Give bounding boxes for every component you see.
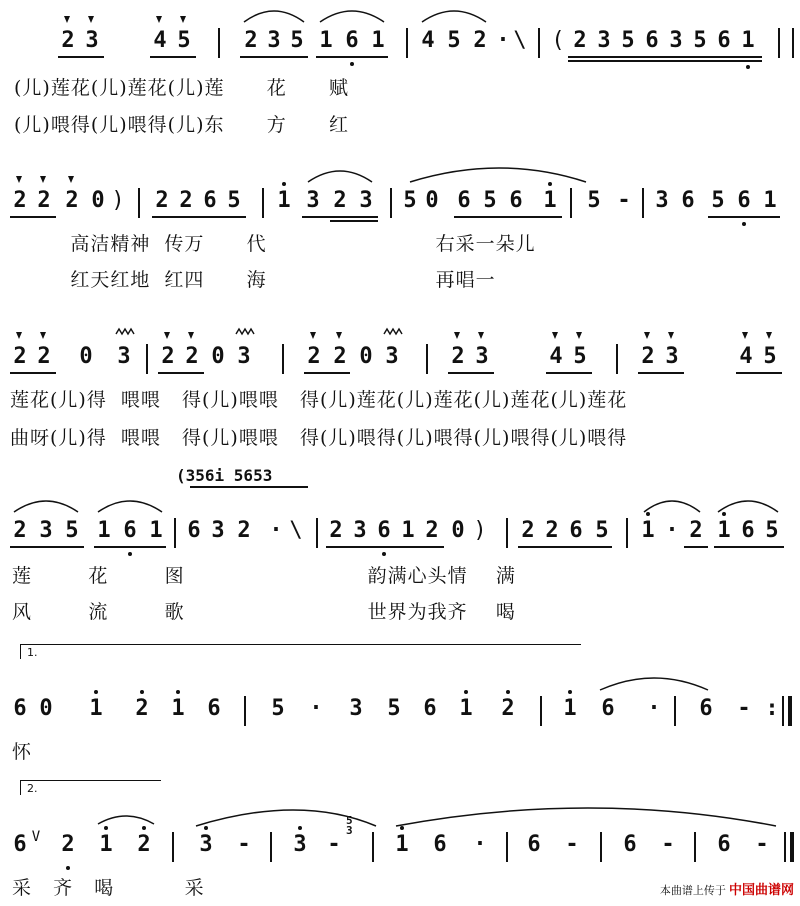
repeat-sign: : xyxy=(765,696,779,721)
trill-marks xyxy=(0,316,800,356)
note: 6 xyxy=(623,832,637,857)
underline xyxy=(714,546,784,548)
note: 3 xyxy=(306,188,320,213)
breath-mark: \ xyxy=(289,518,303,543)
underline xyxy=(568,60,762,62)
note: 2 xyxy=(161,344,175,369)
paren: ( xyxy=(551,28,565,53)
note: · xyxy=(647,696,661,721)
note: 6 xyxy=(601,696,615,721)
note: 2 xyxy=(179,188,193,213)
note: 6 xyxy=(457,188,471,213)
note: 2 xyxy=(521,518,535,543)
lyric-line: 高洁精神 传万 代 右采一朵儿 xyxy=(14,233,536,255)
underline xyxy=(304,372,350,374)
paren: ) xyxy=(111,188,125,213)
low-octave-dot xyxy=(382,552,386,556)
note: 5 xyxy=(693,28,707,53)
note: 1 xyxy=(543,188,557,213)
underline xyxy=(10,546,84,548)
low-octave-dot xyxy=(66,866,70,870)
underline xyxy=(94,546,166,548)
low-octave-dot xyxy=(128,552,132,556)
underline xyxy=(326,546,444,548)
paren: ) xyxy=(473,518,487,543)
note: 1 xyxy=(277,188,291,213)
note: 3 xyxy=(353,518,367,543)
note: - xyxy=(737,696,751,721)
note: 6 xyxy=(527,832,541,857)
note: 5 xyxy=(403,188,417,213)
note: 6 xyxy=(123,518,137,543)
underline xyxy=(58,56,104,58)
note: 3 xyxy=(475,344,489,369)
note: 6 xyxy=(509,188,523,213)
note: 2 xyxy=(244,28,258,53)
note: 3 xyxy=(237,344,251,369)
note: 4 xyxy=(153,28,167,53)
note: 5 xyxy=(763,344,777,369)
note: 6 xyxy=(203,188,217,213)
note: 2 xyxy=(689,518,703,543)
note: 0 xyxy=(451,518,465,543)
note: 3 xyxy=(665,344,679,369)
volta-label: 2. xyxy=(27,782,38,795)
note: 2 xyxy=(425,518,439,543)
note: 1 xyxy=(89,696,103,721)
note: 5 xyxy=(177,28,191,53)
note: 6 xyxy=(345,28,359,53)
ossia-phrase: (356i 5653 xyxy=(176,466,273,485)
note: 5 xyxy=(65,518,79,543)
note: - xyxy=(617,188,631,213)
note: 1 xyxy=(395,832,409,857)
note: 6 xyxy=(13,696,27,721)
note: 2 xyxy=(65,188,79,213)
note: 3 xyxy=(85,28,99,53)
note: 1 xyxy=(763,188,777,213)
note: - xyxy=(755,832,769,857)
note: 6 xyxy=(717,832,731,857)
note: 3 xyxy=(385,344,399,369)
note: 5 xyxy=(595,518,609,543)
note: 2 xyxy=(473,28,487,53)
slur-group xyxy=(0,464,800,544)
note: 5 xyxy=(711,188,725,213)
underline xyxy=(10,372,56,374)
breath-mark: \ xyxy=(513,28,527,53)
underline xyxy=(150,56,196,58)
note: 6 xyxy=(717,28,731,53)
underline xyxy=(518,546,612,548)
underline xyxy=(546,372,592,374)
grace-note: 5 3 xyxy=(346,814,353,837)
note: 2 xyxy=(545,518,559,543)
underline xyxy=(708,216,780,218)
underline xyxy=(302,216,378,218)
slur-group xyxy=(0,160,800,200)
note: 2 xyxy=(135,696,149,721)
note: 1 xyxy=(641,518,655,543)
note: 5 xyxy=(227,188,241,213)
note: - xyxy=(565,832,579,857)
note: 5 xyxy=(573,344,587,369)
note: 6 xyxy=(737,188,751,213)
note: 4 xyxy=(549,344,563,369)
slur-group xyxy=(0,780,800,840)
note: 0 xyxy=(425,188,439,213)
low-octave-dot xyxy=(742,222,746,226)
site-logo-text[interactable]: 中国曲谱网 xyxy=(728,882,794,897)
low-octave-dot xyxy=(350,62,354,66)
underline xyxy=(316,56,388,58)
note: 0 xyxy=(91,188,105,213)
note: - xyxy=(237,832,251,857)
note: 2 xyxy=(137,832,151,857)
note: 6 xyxy=(377,518,391,543)
note: 2 xyxy=(451,344,465,369)
underline xyxy=(330,220,378,222)
underline xyxy=(158,372,204,374)
note: 4 xyxy=(739,344,753,369)
note: 6 xyxy=(569,518,583,543)
note: 0 xyxy=(211,344,225,369)
lyric-line: 莲 花 图 韵满心头情 满 xyxy=(12,565,516,587)
note: 4 xyxy=(421,28,435,53)
note: 2 xyxy=(333,188,347,213)
note: - xyxy=(661,832,675,857)
underline xyxy=(736,372,782,374)
slur-group xyxy=(0,0,800,40)
note: 6 xyxy=(681,188,695,213)
note: 1 xyxy=(459,696,473,721)
lyric-line: 怀 xyxy=(12,741,33,763)
note: 5 xyxy=(290,28,304,53)
lyric-line: (儿)喂得(儿)喂得(儿)东 方 红 xyxy=(14,114,349,136)
note: 3 xyxy=(211,518,225,543)
note: 1 xyxy=(99,832,113,857)
lyric-line: (儿)莲花(儿)莲花(儿)莲 花 赋 xyxy=(14,77,349,99)
note: 1 xyxy=(171,696,185,721)
note: 2 xyxy=(185,344,199,369)
note: 3 xyxy=(669,28,683,53)
note: 5 xyxy=(621,28,635,53)
note: 3 xyxy=(117,344,131,369)
note: 2 xyxy=(37,344,51,369)
note: 1 xyxy=(371,28,385,53)
note: 1 xyxy=(401,518,415,543)
note: 3 xyxy=(359,188,373,213)
note: 2 xyxy=(307,344,321,369)
note: 6 xyxy=(187,518,201,543)
note: 1 xyxy=(149,518,163,543)
note: 1 xyxy=(319,28,333,53)
footer-text: 本曲谱上传于 xyxy=(659,885,726,897)
lyric-line: 红天红地 红四 海 再唱一 xyxy=(14,269,496,291)
underline xyxy=(240,56,308,58)
note: 3 xyxy=(293,832,307,857)
note: 5 xyxy=(447,28,461,53)
note: 0 xyxy=(39,696,53,721)
note: 1 xyxy=(97,518,111,543)
note: · xyxy=(269,518,283,543)
note: 3 xyxy=(655,188,669,213)
note: · xyxy=(496,28,510,53)
note: 2 xyxy=(501,696,515,721)
underline xyxy=(448,372,494,374)
note: - xyxy=(327,832,341,857)
note: 2 xyxy=(61,28,75,53)
note: 5 xyxy=(387,696,401,721)
note: 2 xyxy=(329,518,343,543)
note: 2 xyxy=(13,518,27,543)
note: 2 xyxy=(155,188,169,213)
note: · xyxy=(473,832,487,857)
note: 3 xyxy=(267,28,281,53)
slur-group xyxy=(0,644,800,704)
low-octave-dot xyxy=(746,65,750,69)
note: 3 xyxy=(597,28,611,53)
note: 5 xyxy=(765,518,779,543)
lyric-line: 曲呀(儿)得 喂喂 得(儿)喂喂 得(儿)喂得(儿)喂得(儿)喂得(儿)喂得 xyxy=(10,427,628,449)
underline xyxy=(684,546,708,548)
note: 6 xyxy=(207,696,221,721)
note: 5 xyxy=(271,696,285,721)
note: 2 xyxy=(333,344,347,369)
note: 0 xyxy=(79,344,93,369)
note: 2 xyxy=(13,188,27,213)
note: 2 xyxy=(237,518,251,543)
note: 3 xyxy=(199,832,213,857)
note: 6 xyxy=(699,696,713,721)
note: · xyxy=(665,518,679,543)
note: 1 xyxy=(717,518,731,543)
note: · xyxy=(309,696,323,721)
lyric-line: 莲花(儿)得 喂喂 得(儿)喂喂 得(儿)莲花(儿)莲花(儿)莲花(儿)莲花 xyxy=(10,389,628,411)
underline xyxy=(10,216,56,218)
source-footer xyxy=(660,879,794,898)
note: 5 xyxy=(483,188,497,213)
lyric-line: 风 流 歌 世界为我齐 喝 xyxy=(12,601,516,623)
volta-label: 1. xyxy=(27,646,38,659)
note: 2 xyxy=(573,28,587,53)
note: 0 xyxy=(359,344,373,369)
note: 2 xyxy=(61,832,75,857)
note: 1 xyxy=(563,696,577,721)
note: 2 xyxy=(13,344,27,369)
note: 1 xyxy=(741,28,755,53)
note: 2 xyxy=(641,344,655,369)
underline xyxy=(454,216,562,218)
note: 5 xyxy=(587,188,601,213)
note: 6 xyxy=(741,518,755,543)
note: 6 xyxy=(423,696,437,721)
note: 3 xyxy=(349,696,363,721)
note: 2 xyxy=(37,188,51,213)
note: 6 xyxy=(433,832,447,857)
note: 6 xyxy=(13,832,27,857)
note: 6 xyxy=(645,28,659,53)
underline xyxy=(638,372,684,374)
underline xyxy=(568,56,762,58)
note: 3 xyxy=(39,518,53,543)
underline xyxy=(152,216,246,218)
breath-mark: V xyxy=(31,829,41,845)
lyric-line: 采 齐 喝 采 xyxy=(12,877,205,899)
